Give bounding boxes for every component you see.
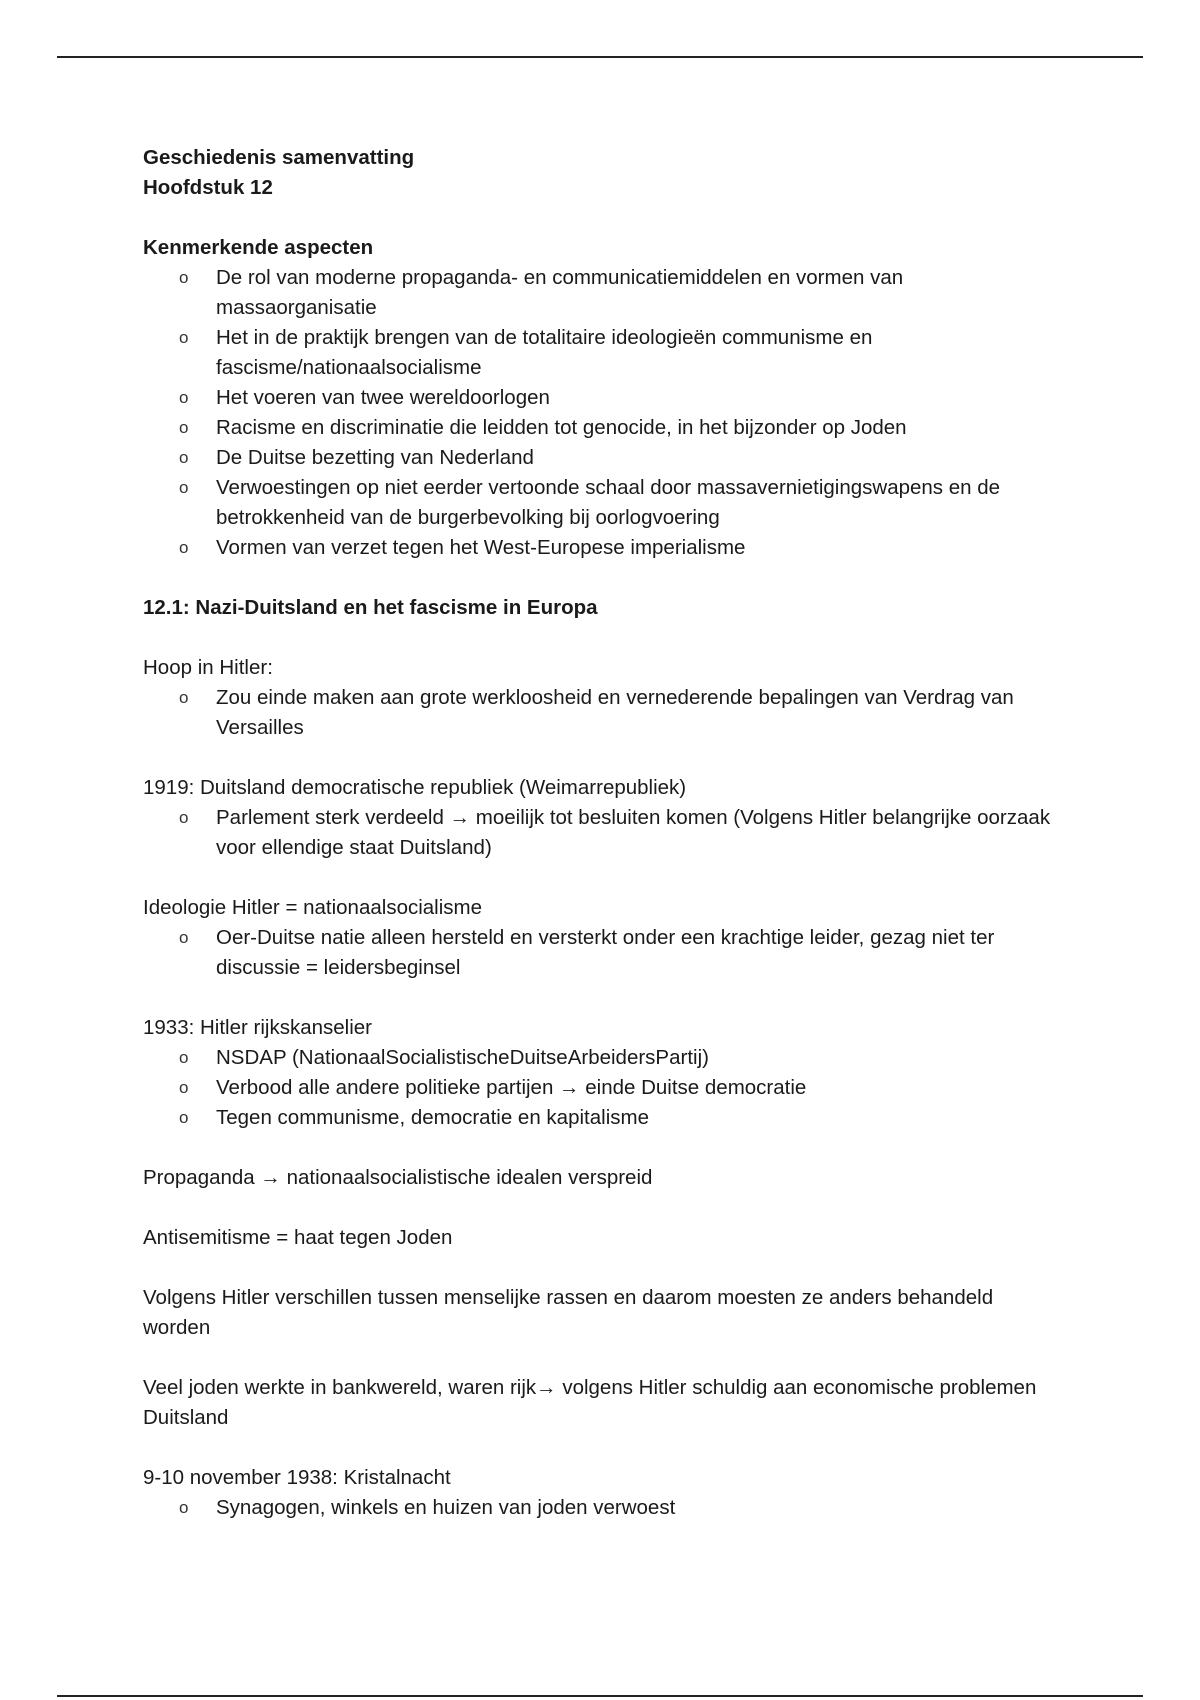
list-item: o Zou einde maken aan grote werkloosheid en vernederende bepalingen van Verdrag van Versailles [216,683,1063,743]
ideologie-label: Ideologie Hitler = nationaalsocialisme [143,896,483,919]
rijkskanselier-label: 1933: Hitler rijkskanselier [143,1016,373,1039]
list-item: o Parlement sterk verdeeld → moeilijk tot besluiten komen (Volgens Hitler belangrijke oorzaak voor ellendige staat Duitsland) [216,803,1063,863]
section-heading: 12.1: Nazi-Duitsland en het fascisme in Europa [143,596,598,619]
list-item: o Het in de praktijk brengen van de totalitaire ideologieën communisme en fascisme/nationaalsocialisme [216,323,1063,383]
list-item: o Oer-Duitse natie alleen hersteld en versterkt onder een krachtige leider, gezag niet ter discussie = leidersbeginsel [216,923,1063,983]
weimar-list [143,803,1063,863]
list-item: o Verbood alle andere politieke partijen → einde Duitse democratie [216,1073,1063,1103]
kenmerkende-heading: Kenmerkende aspecten [143,236,374,259]
chapter-title: Hoofdstuk 12 [143,176,273,199]
document-body [143,143,1063,1523]
rassen-text: Volgens Hitler verschillen tussen menselijke rassen en daarom moesten ze anders behandeld worden [143,1286,994,1339]
kristalnacht-list [143,1493,1063,1523]
rijkskanselier-list [143,1043,1063,1133]
kristalnacht-label: 9-10 november 1938: Kristalnacht [143,1466,451,1489]
list-item: o Tegen communisme, democratie en kapitalisme [216,1103,1063,1133]
hoop-list [143,683,1063,743]
ideologie-list [143,923,1063,983]
header-rule [57,56,1143,58]
list-item: o De rol van moderne propaganda- en communicatiemiddelen en vormen van massaorganisatie [216,263,1063,323]
list-item: o Het voeren van twee wereldoorlogen [216,383,1063,413]
joden-bank-text: Veel joden werkte in bankwereld, waren rijk→ volgens Hitler schuldig aan economische problemen Duitsland [143,1376,1037,1429]
antisemitisme-text: Antisemitisme = haat tegen Joden [143,1226,453,1249]
weimar-label: 1919: Duitsland democratische republiek (Weimarrepubliek) [143,776,687,799]
propaganda-text: Propaganda → nationaalsocialistische idealen verspreid [143,1166,653,1189]
kenmerkende-list [143,263,1063,563]
document-title: Geschiedenis samenvatting [143,146,415,169]
list-item: o Synagogen, winkels en huizen van joden verwoest [216,1493,1063,1523]
list-item: o Racisme en discriminatie die leidden tot genocide, in het bijzonder op Joden [216,413,1063,443]
list-item: o Vormen van verzet tegen het West-Europese imperialisme [216,533,1063,563]
footer-rule [57,1695,1143,1697]
list-item: o Verwoestingen op niet eerder vertoonde schaal door massavernietigingswapens en de betrokkenheid van de burgerbevolking bij oorlogvoering [216,473,1063,533]
hoop-label: Hoop in Hitler: [143,656,273,679]
list-item: o De Duitse bezetting van Nederland [216,443,1063,473]
list-item: o NSDAP (NationaalSocialistischeDuitseArbeidersPartij) [216,1043,1063,1073]
